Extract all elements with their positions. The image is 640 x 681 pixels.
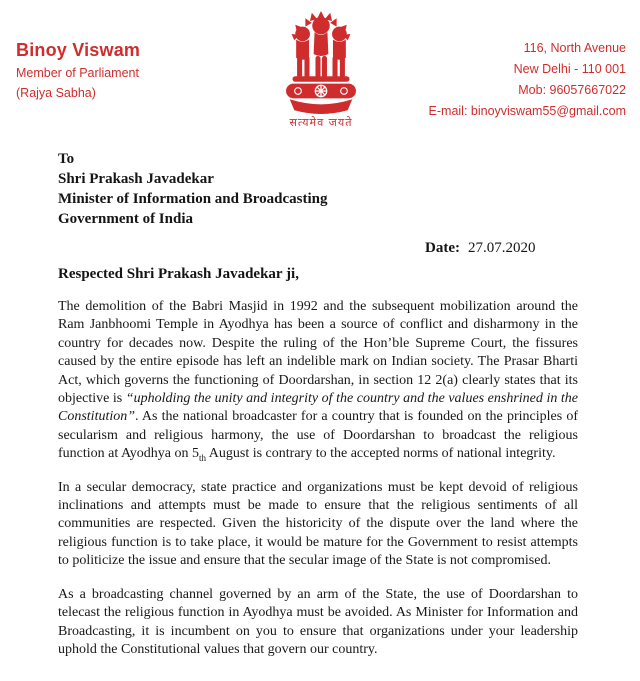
salutation: Respected Shri Prakash Javadekar ji,: [58, 266, 299, 282]
date-label: Date:: [425, 240, 460, 256]
date-value: 27.07.2020: [467, 240, 536, 256]
ashoka-lion-capital-icon: [275, 10, 367, 114]
sender-identity: [16, 6, 265, 101]
emblem-motto: सत्यमेव जयते: [289, 116, 353, 129]
recipient-title: Minister of Information and Broadcasting: [58, 191, 328, 207]
paragraph-1-text-cont: . As the national broadcaster for a country that is founded on the principles of secularism and religious harmony, the use of Doordarshan to broadcast the religious function at Ayodhya on 5: [58, 409, 578, 462]
email-address: E-mail: binoyviswam55@gmail.com: [428, 104, 626, 118]
dharma-chakra-icon: [315, 85, 326, 96]
sender-role: Member of Parliament: [16, 66, 139, 80]
paragraph-1-quote: “upholding the unity and integrity of the country and the values enshrined in the Constitution”: [58, 391, 578, 425]
paragraph-1-text-end: August is contrary to the accepted norms of national integrity.: [206, 446, 556, 462]
paragraph-1: [58, 298, 578, 464]
sender-contact: [377, 6, 626, 122]
paragraph-2: In a secular democracy, state practice and organizations must be kept devoid of religious inclinations and attempts must be made to ensure that the religious sentiments of all communities are respected. Given the historicity of the dispute over the land where the religious function is to take place, it would be mature for the Government to resist attempts to politicize the issue and ensure that the secular image of the State is not compromised.: [58, 479, 578, 569]
recipient-to: To: [58, 151, 75, 167]
recipient-name: Shri Prakash Javadekar: [58, 171, 214, 187]
paragraph-3: As a broadcasting channel governed by an arm of the State, the use of Doordarshan to telecast the religious function in Ayodhya must be avoided. As Minister for Information and Broadcasting, it is incumbent on you to ensure that organizations under your leadership uphold the Constitutional values that govern our country.: [58, 586, 578, 657]
letterhead: [0, 0, 640, 136]
recipient-block: [58, 149, 578, 229]
letter-body: [0, 149, 640, 659]
sender-name: Binoy Viswam: [16, 40, 141, 60]
address-line-2: New Delhi - 110 001: [513, 62, 626, 76]
address-line-1: 116, North Avenue: [523, 41, 626, 55]
national-emblem: [265, 6, 377, 130]
mobile-number: Mob: 96057667022: [518, 83, 626, 97]
paragraph-1-text: The demolition of the Babri Masjid in 1992 and the subsequent mobilization around the Ram Janbhoomi Temple in Ayodhya has been a source of conflict and disharmony in the country for decades now. Despite the ruling of the Hon’ble Supreme Court, the fissures caused by the entire episode has left an indelible mark on Indian society. The Prasar Bharti Act, which governs the functioning of Doordarshan, in section 12 2(a) clearly states that its objective is: [58, 299, 578, 407]
ordinal-suffix: th: [199, 453, 207, 464]
sender-house: (Rajya Sabha): [16, 86, 96, 100]
date-line: [425, 240, 578, 257]
recipient-org: Government of India: [58, 211, 193, 227]
